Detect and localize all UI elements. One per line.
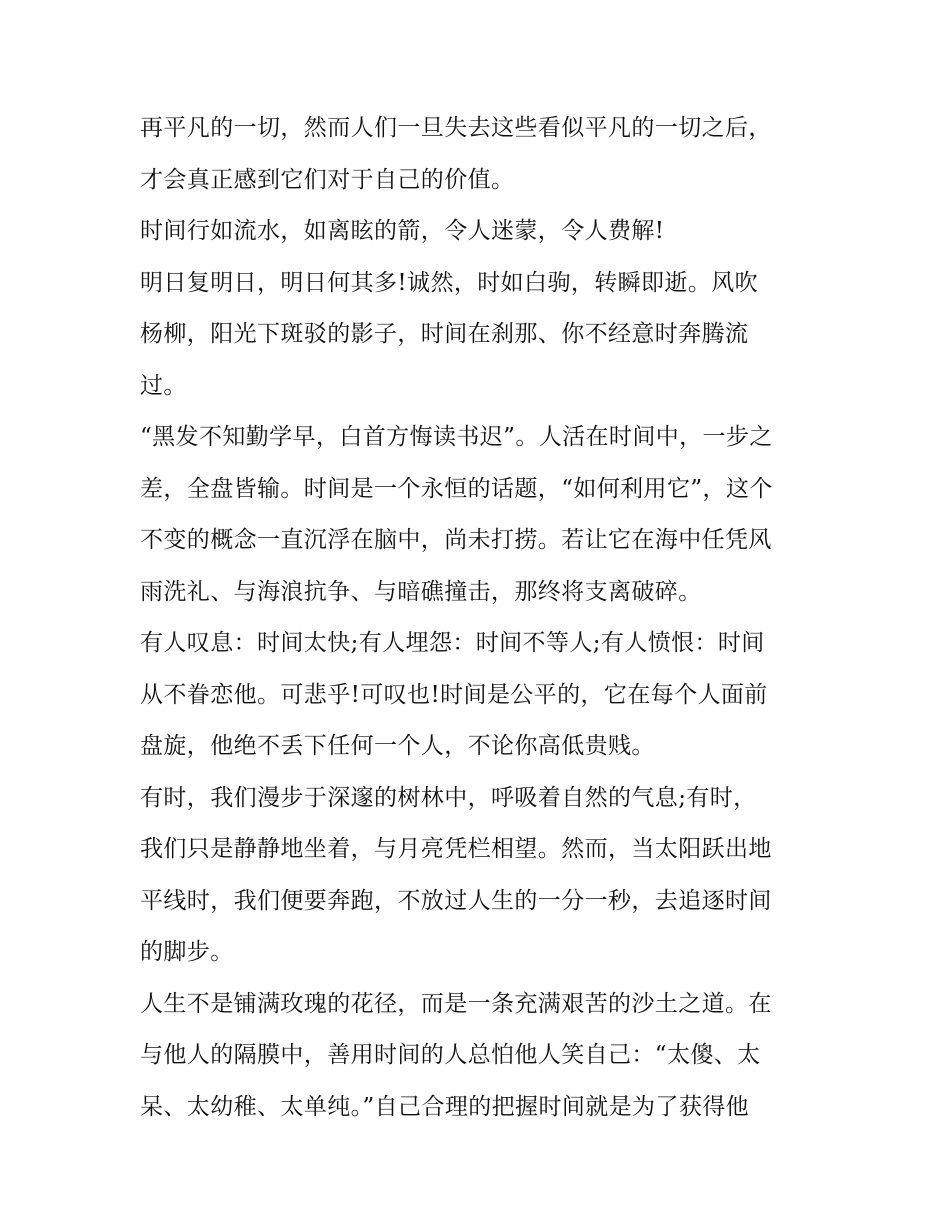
text-line: 平线时，我们便要奔跑，不放过人生的一分一秒，去追逐时间 [140, 887, 772, 914]
text-line: 呆、太幼稚、太单纯。”自己合理的把握时间就是为了获得他 [140, 1093, 750, 1120]
document-body [140, 103, 820, 1133]
paragraph [140, 412, 820, 618]
paragraph [140, 979, 820, 1134]
text-line: 时间行如流水，如离眩的箭，令人迷蒙，令人费解! [140, 218, 665, 244]
text-line: 不变的概念一直沉浮在脑中，尚未打捞。若让它在海中任凭风 [140, 527, 772, 553]
text-line: 杨柳，阳光下斑驳的影子，时间在刹那、你不经意时奔腾流 [140, 321, 749, 347]
text-line: 有时，我们漫步于深邃的树林中，呼吸着自然的气息;有时， [140, 784, 757, 811]
paragraph [140, 773, 820, 979]
paragraph [140, 618, 820, 773]
text-line: “黑发不知勤学早，白首方悔读书迟”。人活在时间中，一步之 [140, 424, 773, 450]
paragraph [140, 103, 820, 206]
text-line: 盘旋，他绝不丢下任何一个人，不论你高低贵贱。 [140, 733, 655, 759]
paragraph [140, 206, 820, 258]
text-line: 再平凡的一切，然而人们一旦失去这些看似平凡的一切之后， [140, 115, 772, 141]
text-line: 从不眷恋他。可悲乎!可叹也!时间是公平的，它在每个人面前 [140, 681, 768, 708]
text-line: 有人叹息：时间太快;有人埋怨：时间不等人;有人愤恨：时间 [140, 630, 765, 656]
text-line: 明日复明日，明日何其多!诚然，时如白驹，转瞬即逝。风吹 [140, 269, 759, 296]
text-line: 的脚步。 [140, 939, 234, 965]
text-line: 过。 [140, 372, 187, 399]
paragraph [140, 258, 820, 413]
text-line: 与他人的隔膜中，善用时间的人总怕他人笑自己：“太傻、太 [140, 1042, 761, 1068]
text-line: 人生不是铺满玫瑰的花径，而是一条充满艰苦的沙土之道。在 [140, 990, 772, 1017]
text-line: 我们只是静静地坐着，与月亮凭栏相望。然而，当太阳跃出地 [140, 836, 772, 862]
text-line: 差，全盘皆输。时间是一个永恒的话题，“如何利用它”，这个 [140, 475, 773, 502]
text-line: 才会真正感到它们对于自己的价值。 [140, 166, 515, 193]
text-line: 雨洗礼、与海浪抗争、与暗礁撞击，那终将支离破碎。 [140, 578, 702, 605]
